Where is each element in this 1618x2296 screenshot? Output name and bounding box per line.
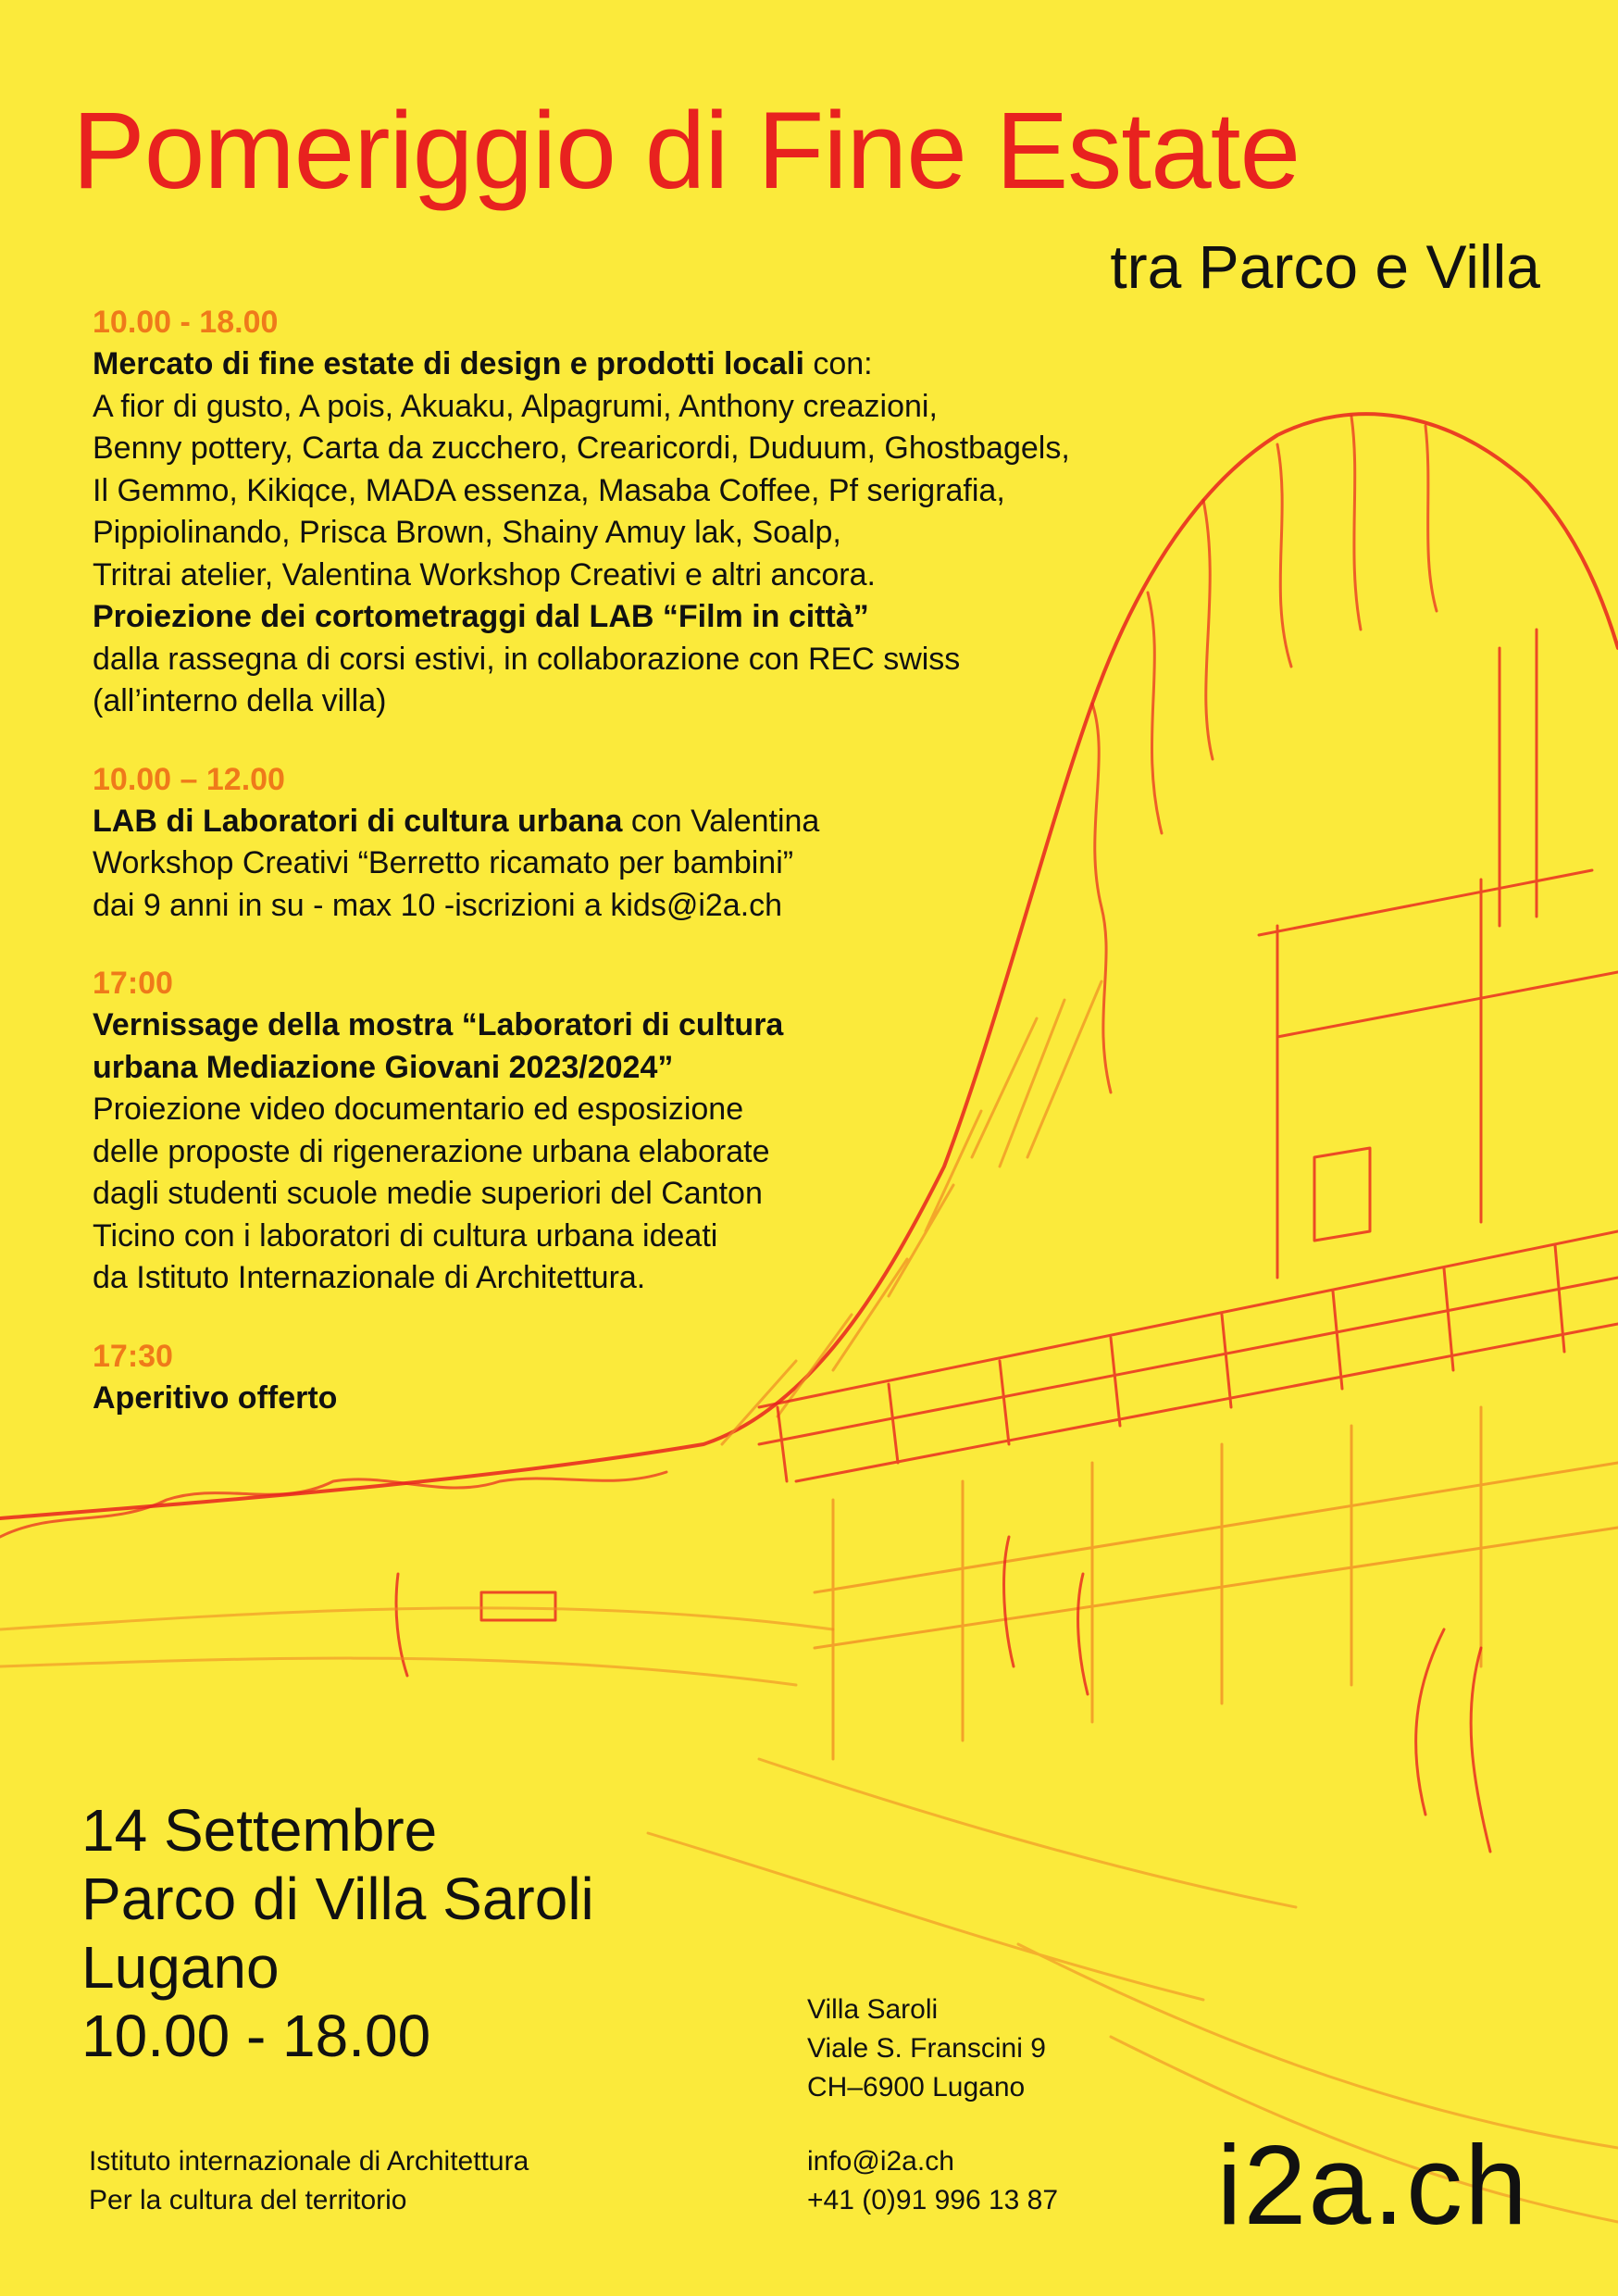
program-line-text: Workshop Creativi “Berretto ricamato per bambini” — [93, 845, 794, 880]
program-line-text: con Valentina — [622, 803, 820, 839]
program-line-text: A fior di gusto, A pois, Akuaku, Alpagrumi, Anthony creazioni, — [93, 388, 938, 424]
event-info — [81, 1796, 594, 2070]
program-line — [93, 1047, 1240, 1090]
program-line-text: Pippiolinando, Prisca Brown, Shainy Amuy lak, Soalp, — [93, 515, 841, 550]
program-time: 17:30 — [93, 1338, 173, 1374]
program-line — [93, 1216, 1240, 1258]
contact-phone[interactable]: +41 (0)91 996 13 87 — [807, 2185, 1059, 2215]
contact-info — [807, 2142, 1058, 2220]
poster-subtitle: tra Parco e Villa — [1110, 232, 1540, 301]
program-line-bold: urbana Mediazione Giovani 2023/2024” — [93, 1049, 674, 1085]
program-block — [93, 1335, 1240, 1420]
program-schedule — [93, 301, 1240, 1454]
event-venue: Parco di Villa Saroli — [81, 1866, 594, 1932]
event-date: 14 Settembre — [81, 1797, 438, 1864]
program-line — [93, 596, 1240, 639]
program-line — [93, 343, 1240, 386]
program-block — [93, 962, 1240, 1300]
program-line — [93, 386, 1240, 429]
program-line-bold: Mercato di fine estate di design e prodotti locali — [93, 346, 804, 381]
program-line — [93, 842, 1240, 885]
organization — [89, 2142, 529, 2220]
program-line — [93, 1131, 1240, 1174]
program-line-text: con: — [803, 346, 873, 381]
address-street: Viale S. Franscini 9 — [807, 2033, 1046, 2064]
sketch-trees — [0, 1472, 666, 1537]
program-time: 10.00 - 18.00 — [93, 305, 279, 340]
program-line — [93, 1089, 1240, 1131]
poster-title: Pomeriggio di Fine Estate — [72, 90, 1301, 212]
program-line — [93, 885, 1240, 928]
program-line-text: dagli studenti scuole medie superiori del Canton — [93, 1176, 763, 1211]
address-city: CH–6900 Lugano — [807, 2072, 1026, 2103]
organization-name: Istituto internazionale di Architettura — [89, 2146, 529, 2177]
i2a-logo[interactable]: i2a.ch — [1216, 2122, 1529, 2248]
program-line-bold: Proiezione dei cortometraggi dal LAB “Film in città” — [93, 599, 869, 634]
program-line-bold: LAB di Laboratori di cultura urbana — [93, 803, 623, 839]
program-line — [93, 428, 1240, 470]
program-line — [93, 555, 1240, 597]
program-line-text: dai 9 anni in su - max 10 -iscrizioni a kids@i2a.ch — [93, 887, 783, 923]
program-line-bold: Aperitivo offerto — [93, 1379, 338, 1416]
program-line — [93, 680, 1240, 723]
program-line-text: Proiezione video documentario ed esposizione — [93, 1092, 744, 1127]
venue-address — [807, 1990, 1046, 2107]
contact-email[interactable]: info@i2a.ch — [807, 2146, 954, 2177]
program-line-bold: Vernissage della mostra “Laboratori di cultura — [93, 1007, 784, 1042]
program-line-text: Tritrai atelier, Valentina Workshop Creativi e altri ancora. — [93, 556, 876, 593]
event-hours: 10.00 - 18.00 — [81, 2003, 431, 2069]
program-line — [93, 801, 1240, 843]
program-line — [93, 1173, 1240, 1216]
event-city: Lugano — [81, 1934, 280, 2001]
program-line — [93, 1257, 1240, 1300]
program-time: 17:00 — [93, 966, 173, 1001]
program-line-text: dalla rassegna di corsi estivi, in collaborazione con REC swiss — [93, 641, 961, 677]
program-block — [93, 758, 1240, 928]
program-line — [93, 1378, 1240, 1420]
program-line — [93, 639, 1240, 681]
program-line — [93, 1004, 1240, 1047]
program-line-text: Ticino con i laboratori di cultura urbana ideati — [93, 1217, 718, 1254]
program-line — [93, 512, 1240, 555]
program-line-text: delle proposte di rigenerazione urbana elaborate — [93, 1133, 770, 1169]
program-block — [93, 301, 1240, 723]
sketch-stalls — [815, 1407, 1618, 1759]
program-line-text: Il Gemmo, Kikiqce, MADA essenza, Masaba Coffee, Pf serigrafia, — [93, 472, 1005, 508]
sketch-villa — [1259, 630, 1618, 1278]
program-line-text: da Istituto Internazionale di Architettura. — [93, 1260, 646, 1295]
program-line — [93, 470, 1240, 513]
organization-tagline: Per la cultura del territorio — [89, 2185, 407, 2215]
program-line-text: Benny pottery, Carta da zucchero, Crearicordi, Duduum, Ghostbagels, — [93, 430, 1070, 466]
program-line-text: (all’interno della villa) — [93, 683, 387, 718]
address-name: Villa Saroli — [807, 1994, 939, 2025]
program-time: 10.00 – 12.00 — [93, 761, 285, 797]
